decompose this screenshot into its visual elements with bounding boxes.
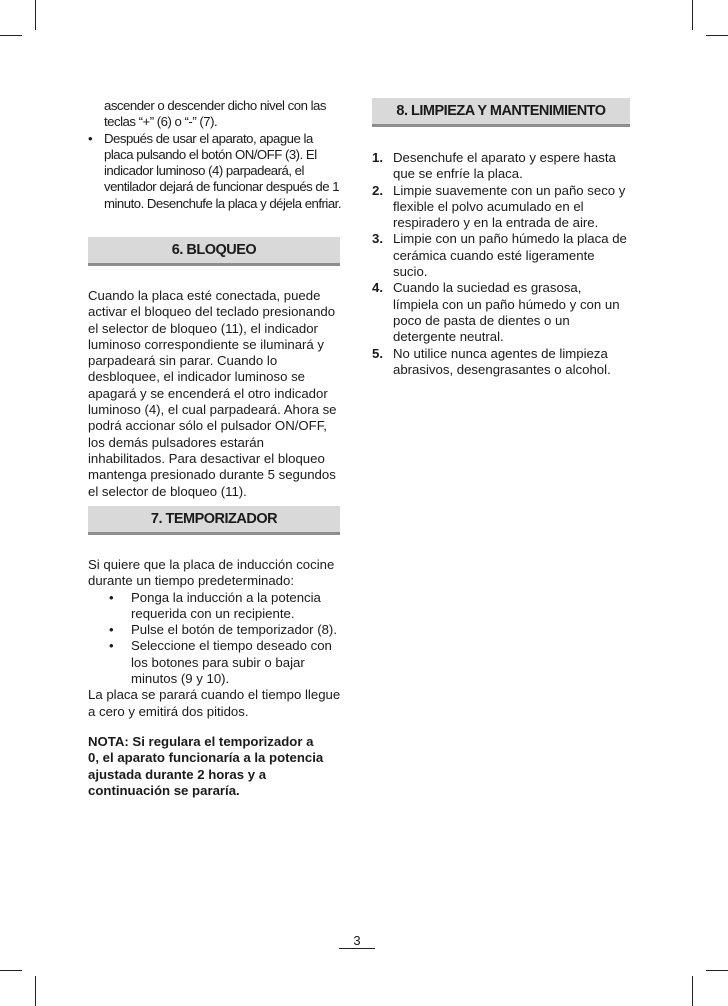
timer-note: NOTA: Si regulara el temporizador a 0, el aparato funcionaría a la potencia ajustada durante 2 horas y a continuación se pararía. (88, 734, 324, 798)
continued-line-1: ascender o descender dicho nivel con las (104, 98, 326, 113)
timer-step (88, 622, 342, 638)
step-text: Limpie suavemente con un paño seco y flexible el polvo acumulado en el respiradero y en la entrada de aire. (393, 182, 626, 231)
timer-step-text: Pulse el botón de temporizador (8). (131, 622, 337, 638)
timer-step (88, 590, 342, 623)
crop-mark-bottom-right-horizontal (706, 970, 728, 971)
crop-mark-bottom-left-vertical (35, 976, 36, 1006)
bullet-after-use (88, 131, 342, 212)
crop-mark-top-left-vertical (35, 0, 36, 30)
cleaning-step (372, 150, 630, 183)
section-6-body: Cuando la placa esté conectada, puede activar el bloqueo del teclado presionando el selector de bloqueo (11), el indicador luminoso correspondiente se iluminará y parpadeará sin parar. Cuando lo desbloquee, el indicador luminoso se apagará y se encenderá el otro indicador luminoso (4), el cual parpadeará. Ahora se podrá accionar sólo el pulsador ON/OFF, los demás pulsadores estarán inhabilitados. Para desactivar el bloqueo mantenga presionado durante 5 segundos el selector de bloqueo (11). (88, 288, 337, 499)
cleaning-step (372, 183, 630, 232)
section-7-body (88, 557, 342, 720)
crop-mark-bottom-right-vertical (692, 976, 693, 1006)
timer-step-text: Ponga la inducción a la potencia requerida con un recipiente. (131, 589, 321, 621)
step-number: 5. (372, 345, 383, 361)
bullet-after-use-text: Después de usar el aparato, apague la placa pulsando el botón ON/OFF (3). El indicador luminoso (4) parpadeará, el ventilador dejará de funcionar después de 1 minuto. Desenchufe la placa y déjela enfriar. (104, 130, 342, 211)
section-7-heading: 7. TEMPORIZADOR (88, 506, 340, 535)
page-number: 3 (353, 933, 361, 948)
bullet-mark: • (109, 589, 114, 605)
step-text: Cuando la suciedad es grasosa, límpiela con un paño húmedo y con un poco de pasta de dientes o un detergente neutral. (393, 280, 620, 345)
section-8-heading: 8. LIMPIEZA Y MANTENIMIENTO (372, 98, 630, 127)
crop-mark-top-right-horizontal (706, 35, 728, 36)
step-text: Limpie con un paño húmedo la placa de cerámica cuando esté ligeramente sucio. (393, 231, 627, 280)
cleaning-step (372, 231, 630, 280)
section-7-outro: La placa se parará cuando el tiempo llegue a cero y emitirá dos pitidos. (88, 687, 341, 719)
bullet-mark: • (88, 130, 93, 146)
continued-bullet-text (88, 98, 342, 212)
continued-line-2: teclas “+” (6) o “-” (7). (104, 114, 218, 130)
step-text: Desenchufe el aparato y espere hasta que se enfríe la placa. (393, 150, 616, 182)
step-number: 1. (372, 150, 383, 165)
timer-step-text: Seleccione el tiempo deseado con los botones para subir o bajar minutos (9 y 10). (131, 638, 332, 687)
crop-mark-top-right-vertical (692, 0, 693, 30)
cleaning-step (372, 280, 630, 345)
page-number-underline (339, 948, 375, 949)
bullet-mark: • (109, 638, 114, 654)
timer-step (88, 638, 342, 687)
crop-mark-bottom-left-horizontal (0, 970, 22, 971)
step-number: 4. (372, 280, 383, 296)
cleaning-steps-list (372, 150, 630, 378)
step-text: No utilice nunca agentes de limpieza abrasivos, desengrasantes o alcohol. (393, 345, 611, 377)
step-number: 3. (372, 231, 383, 247)
step-number: 2. (372, 182, 383, 198)
bullet-mark: • (109, 622, 114, 638)
section-6-heading: 6. BLOQUEO (88, 237, 340, 266)
timer-steps-list (88, 590, 342, 688)
section-7-intro: Si quiere que la placa de inducción cocine durante un tiempo predeterminado: (88, 557, 335, 589)
cleaning-step (372, 346, 630, 379)
crop-mark-top-left-horizontal (0, 35, 22, 36)
